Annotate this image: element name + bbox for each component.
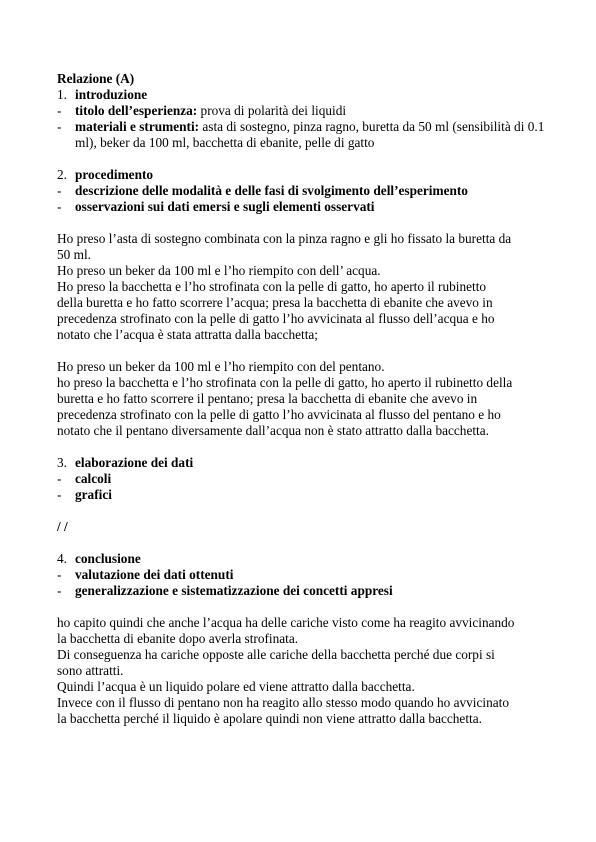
item-text: prova di polarità dei liquidi — [197, 103, 347, 118]
text-line: Invece con il flusso di pentano non ha reagito allo stesso modo quando ho avvicinato — [57, 695, 509, 710]
bullet-marker: - — [57, 583, 62, 598]
item-label: osservazioni sui dati emersi e sugli elementi osservati — [75, 199, 375, 214]
text-line: sono attratti. — [57, 663, 124, 678]
bullet-marker: - — [57, 487, 62, 502]
bullet-marker: - — [57, 567, 62, 582]
conclusion-paragraph — [57, 615, 547, 727]
procedure-paragraph-pentane — [57, 359, 547, 439]
text-line: Ho preso la bacchetta e l’ho strofinata con la pelle di gatto, ho aperto il rubinetto — [57, 279, 487, 294]
list-item — [57, 567, 547, 583]
procedure-paragraph-water — [57, 231, 547, 343]
text-line: ho preso la bacchetta e l’ho strofinata con la pelle di gatto, ho aperto il rubinetto della — [57, 375, 513, 390]
text-line: la bacchetta di ebanite dopo averla strofinata. — [57, 631, 299, 646]
bullet-marker: - — [57, 199, 62, 214]
item-text: asta di sostegno, pinza ragno, buretta da 50 ml (sensibilità di 0.1 ml), beker da 100 ml, bacchetta di ebanite, pelle di gatto — [75, 119, 545, 150]
section-number: 3. — [57, 455, 67, 470]
section-title: introduzione — [75, 87, 148, 102]
list-item — [57, 583, 547, 599]
section-number: 4. — [57, 551, 67, 566]
text-line: Ho preso un beker da 100 ml e l’ho riempito con del pentano. — [57, 359, 385, 374]
text-line: ho capito quindi che anche l’acqua ha delle cariche visto come ha reagito avvicinando — [57, 615, 515, 630]
text-line: notato che l’acqua è stata attratta dalla bacchetta; — [57, 327, 318, 342]
text-line: la bacchetta perché il liquido è apolare quindi non viene attratto dalla bacchetta. — [57, 711, 482, 726]
text-line: notato che il pentano diversamente dall’acqua non è stato attratto dalla bacchetta. — [57, 423, 489, 438]
list-item — [57, 103, 547, 119]
text-line: buretta e ho fatto scorrere il pentano; presa la bacchetta di ebanite che avevo in — [57, 391, 478, 406]
section-title: conclusione — [75, 551, 141, 566]
item-label: materiali e strumenti: — [75, 119, 200, 134]
item-label: descrizione delle modalità e delle fasi di svolgimento dell’esperimento — [75, 183, 468, 198]
item-label: titolo dell’esperienza: — [75, 103, 198, 118]
bullet-marker: - — [57, 119, 62, 134]
section-3-title — [57, 455, 547, 471]
list-item — [57, 487, 547, 503]
text-line: Ho preso un beker da 100 ml e l’ho riempito con dell’ acqua. — [57, 263, 381, 278]
list-item — [57, 183, 547, 199]
text-line: 50 ml. — [57, 247, 91, 262]
section-4-title — [57, 551, 547, 567]
text-line: della buretta e ho fatto scorrere l’acqua; presa la bacchetta di ebanite che avevo in — [57, 295, 493, 310]
text-line: precedenza strofinato con la pelle di gatto l’ho avvicinata al flusso dell’acqua e ho — [57, 311, 495, 326]
list-item — [57, 199, 547, 215]
bullet-marker: - — [57, 183, 62, 198]
empty-data-marker: / / — [57, 519, 68, 534]
section-number: 2. — [57, 167, 67, 182]
list-item — [57, 471, 547, 487]
item-label: calcoli — [75, 471, 112, 486]
report-heading: Relazione (A) — [57, 71, 135, 86]
item-label: valutazione dei dati ottenuti — [75, 567, 234, 582]
section-2-title — [57, 167, 547, 183]
document-page — [57, 71, 547, 727]
text-line: precedenza strofinato con la pelle di gatto l’ho avvicinata al flusso del pentano e ho — [57, 407, 501, 422]
text-line: Ho preso l’asta di sostegno combinata con la pinza ragno e gli ho fissato la buretta da — [57, 231, 512, 246]
section-number: 1. — [57, 87, 67, 102]
item-label: generalizzazione e sistematizzazione dei concetti appresi — [75, 583, 393, 598]
section-title: procedimento — [75, 167, 154, 182]
section-title: elaborazione dei dati — [75, 455, 194, 470]
item-label: grafici — [75, 487, 112, 502]
bullet-marker: - — [57, 471, 62, 486]
list-item — [57, 119, 547, 151]
text-line: Quindi l’acqua è un liquido polare ed viene attratto dalla bacchetta. — [57, 679, 415, 694]
bullet-marker: - — [57, 103, 62, 118]
section-1-title — [57, 87, 547, 103]
text-line: Di conseguenza ha cariche opposte alle cariche della bacchetta perché due corpi si — [57, 647, 495, 662]
